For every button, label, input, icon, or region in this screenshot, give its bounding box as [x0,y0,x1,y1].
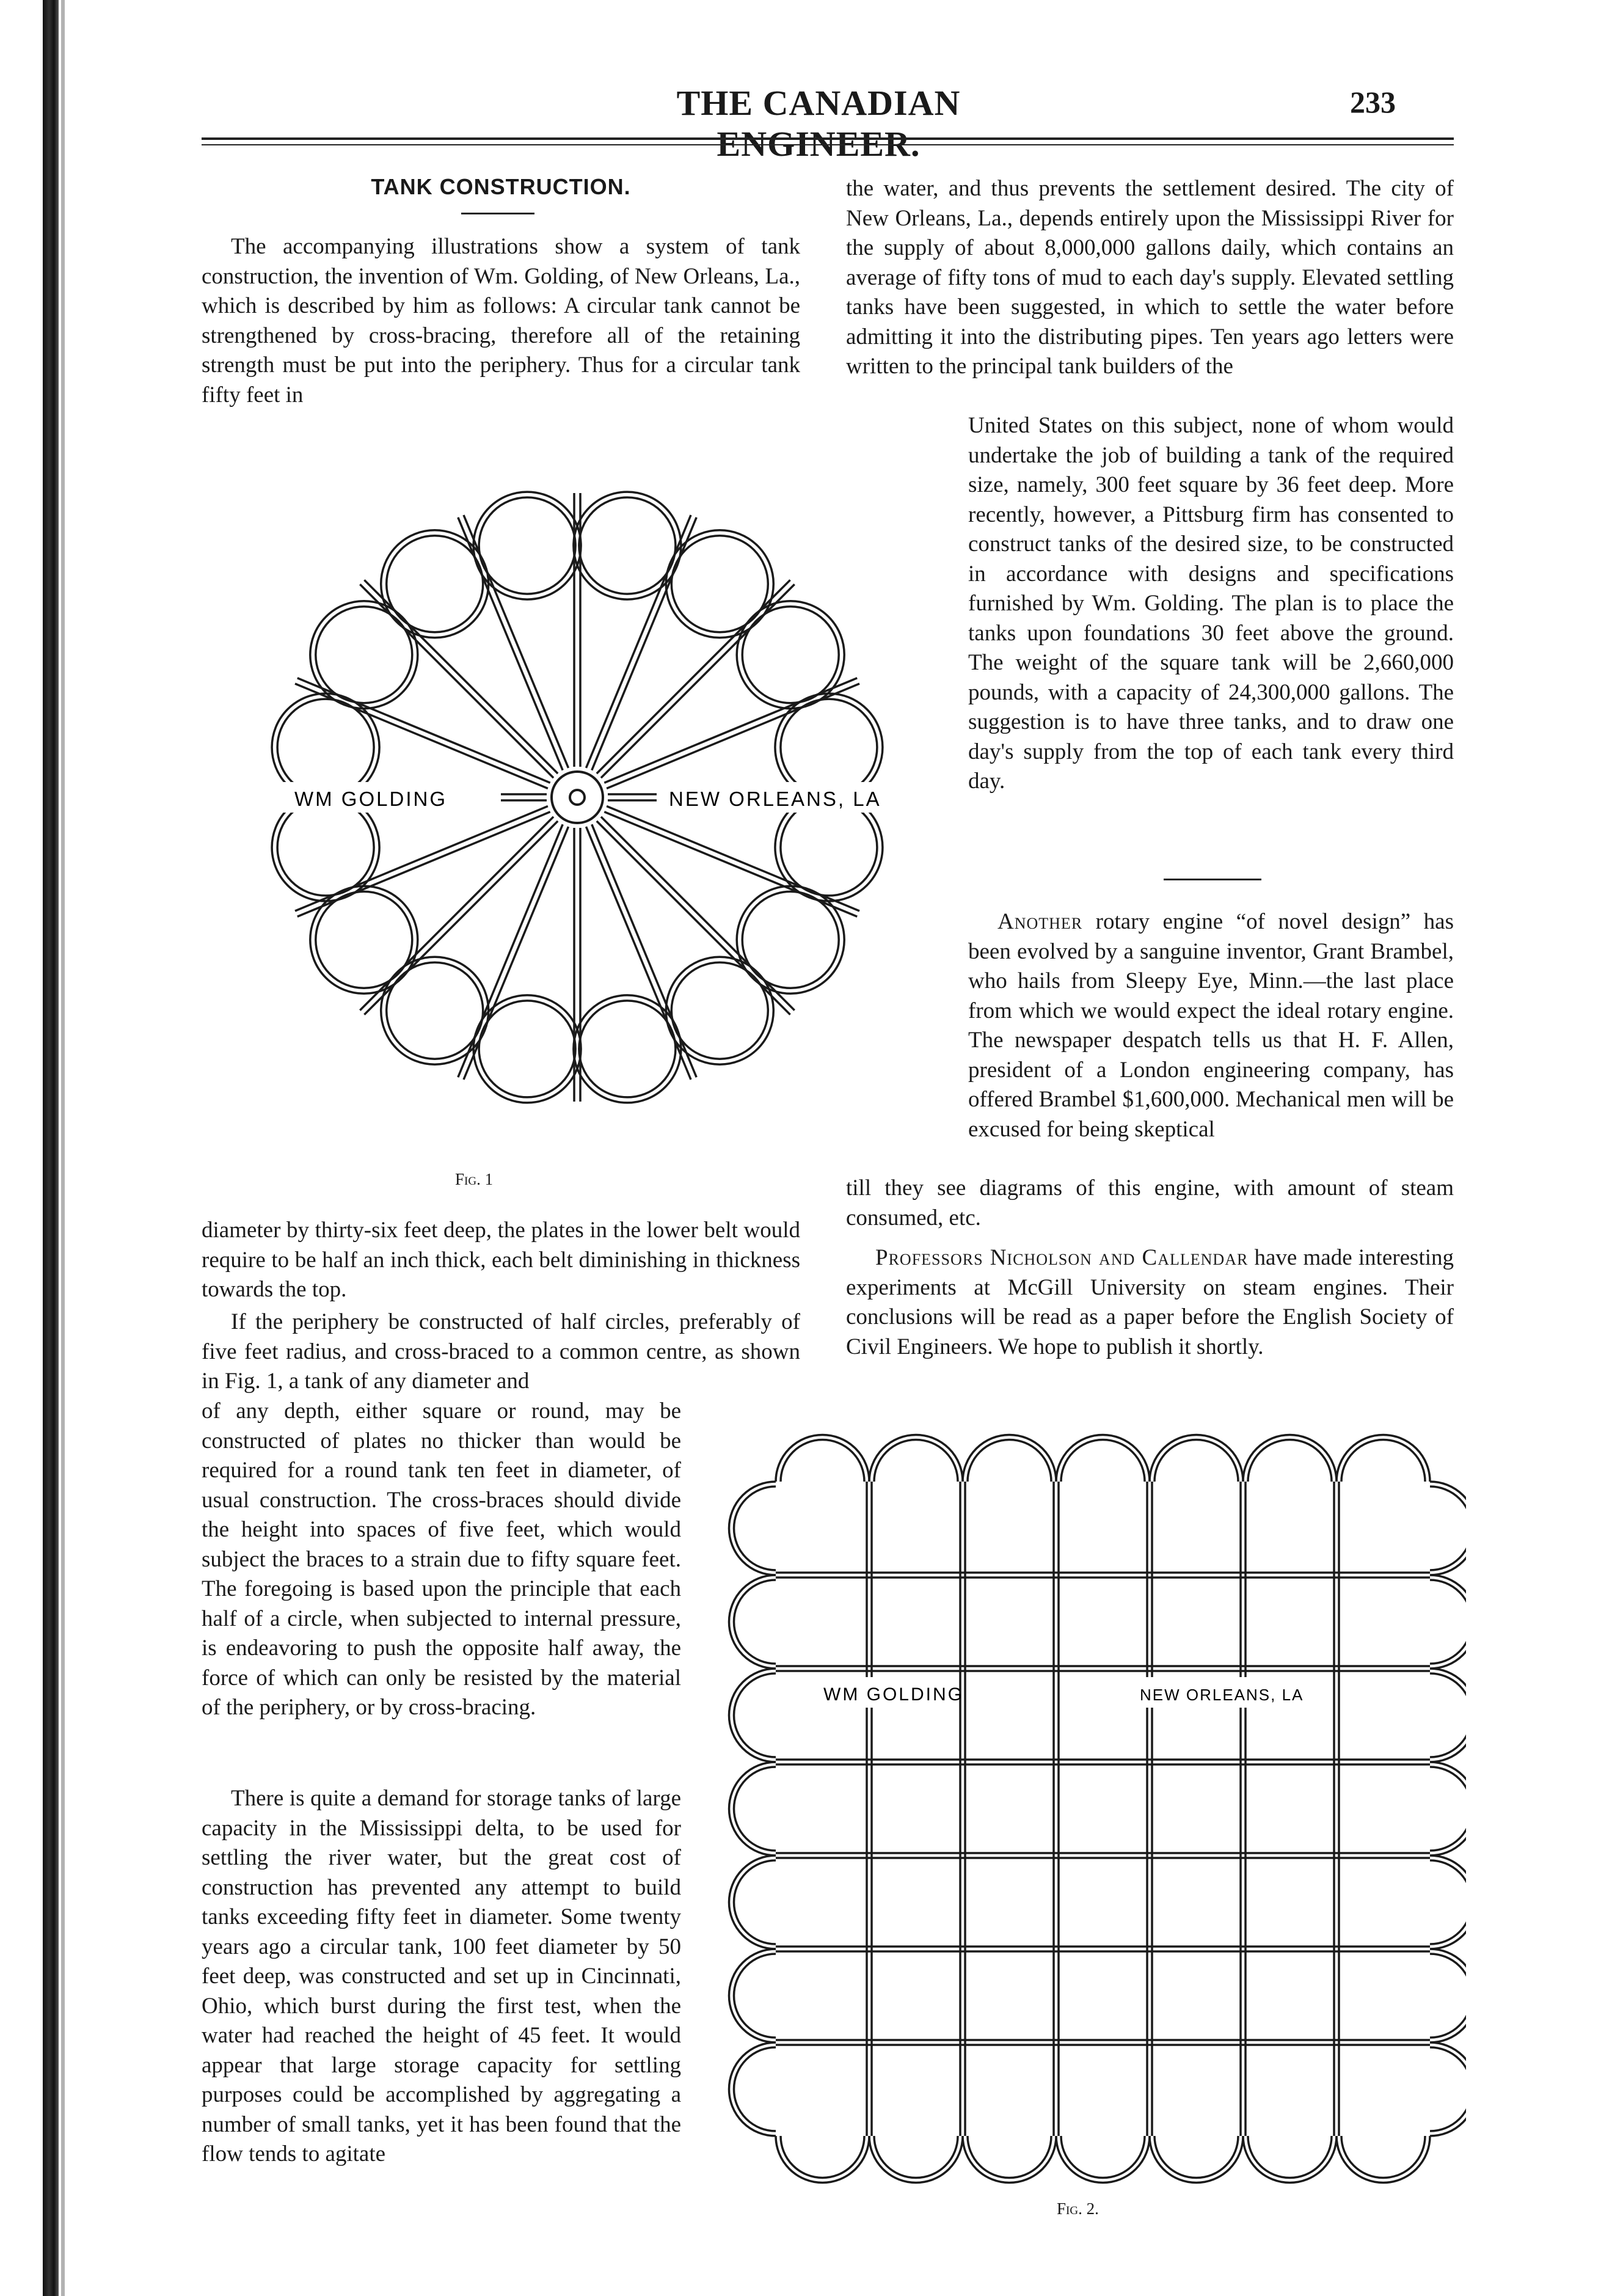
fig1-brace [464,827,569,1080]
fig1-lobe [473,995,581,1103]
fig1-brace [360,817,553,1011]
paragraph: There is quite a demand for storage tanks of large capacity in the Mississippi delta, to be used for settling the river water, but the great cost of construction has prevented any attempt to build tanks exceeding fifty feet in diameter. Some twenty years ago a circular tank, 100 feet diameter by 50 feet deep, was constructed and set up in Cincinnati, Ohio, which burst during the first test, when the water had reached the height of 45 feet. It would appear that large storage capacity for settling purposes could be accomplished by aggregating a number of small tanks, yet it has been found that the flow tends to agitate [202,1786,681,2166]
fig2-lobe [1337,1435,1430,1482]
paragraph-continued: till they see diagrams of this engine, with amount of steam consumed, etc. [846,1175,1454,1230]
fig2-caption: Fig. 2. [1057,2199,1099,2218]
fig1-brace [597,821,790,1015]
binding-shadow [61,0,65,2296]
fig1-brace [592,824,696,1077]
running-head: THE CANADIAN [676,83,961,123]
fig1-brace [607,684,859,789]
fig2-lobe [1430,1575,1466,1669]
fig2-lobe [1056,1435,1150,1482]
fig1-lobe [473,492,581,599]
fig2-lobe [729,1575,776,1669]
fig2-lobe [869,2136,963,2183]
fig2-lobe [1150,2136,1243,2183]
fig1-brace [458,824,563,1077]
fig1-brace [364,580,558,773]
header-rule [202,137,1454,140]
fig2-lobe-inner [1430,1860,1466,1944]
fig1-brace [601,817,795,1011]
fig2-lobe-inner [1430,1954,1466,2038]
fig2-lobe [1430,1482,1466,1575]
fig2-lobe-inner [1430,1580,1466,1664]
fig1-brace [297,812,550,916]
paragraph: The accompanying illustrations show a system of tank construction, the invention of Wm. Golding, of New Orleans, La., which is described by him as follows: A circular tank cannot be strengthened by cross-bracing, therefore all of the retaining strength must be put into the periphery. Thus for a circular tank fifty feet in [202,234,800,408]
fig1-brace [597,580,790,773]
fig2-lobe-inner [1430,1673,1466,1757]
fig1-circular-tank-diagram [208,431,953,1164]
fig1-brace [604,812,857,916]
fig1-brace [297,678,550,783]
fig1-brace [601,584,795,778]
fig2-lobe-inner [1430,1767,1466,1851]
paragraph-continued: the water, and thus prevents the settlement desired. The city of New Orleans, La., depends entirely upon the Mississippi River for the supply of about 8,000,000 gallons daily, which contains an average of fifty tons of mud to each day's supply. Elevated settling tanks have been suggested, in which to settle the water before admitting it into the distributing pipes. Ten years ago letters were written to the principal tank builders of the [846,176,1454,379]
fig1-brace [586,515,691,768]
fig1-brace [295,684,548,789]
fig1-lobe-inner [781,699,877,795]
paragraph-continued: United States on this subject, none of whom would undertake the job of building a tank of the required size, namely, 300 feet square by 36 feet deep. More recently, however, a Pittsburg firm has consented to construct tanks of the desired size, to be constructed in accordance with designs and specifications furnished by Wm. Golding. The plan is to place the tanks upon foundations 30 feet above the ground. The weight of the square tank will be 2,660,000 pounds, with a capacity of 24,300,000 gallons. The suggestion is to have three tanks, and to draw one day's supply from the top of each tank every third day. [968,413,1454,794]
fig1-brace [607,806,859,912]
fig1-lobe-inner [479,497,575,594]
fig2-lobe [869,1435,963,1482]
fig2-label-left: WM GOLDING [823,1684,964,1705]
paragraph: Another rotary engine “of novel design” has been evolved by a sanguine inventor, Grant Brambel, who hails from Sleepy Eye, Minn.—the last place from which we would expect the ideal rotary engine. The newspaper despatch tells us that H. F. Allen, president of a London engineering company, has offered Brambel $1,600,000. Mechanical men will be excused for being skeptical [968,909,1454,1142]
fig2-lobe [963,2136,1056,2183]
fig1-brace [464,515,569,768]
fig2-lobe [776,1435,869,1482]
lead-in: Another [997,909,1083,934]
article-title: TANK CONSTRUCTION. [371,174,631,199]
fig2-lobe [1243,2136,1337,2183]
fig1-brace [364,821,558,1015]
fig2-lobe [1430,2042,1466,2136]
fig1-brace [586,827,691,1080]
fig2-label-right: NEW ORLEANS, LA [1140,1686,1304,1704]
fig1-lobe [574,995,681,1103]
fig1-label-right: NEW ORLEANS, LA [669,788,881,810]
fig1-lobe-inner [579,1001,676,1097]
fig2-lobe [729,2042,776,2136]
fig2-lobe [776,2136,869,2183]
fig1-lobe-inner [781,799,877,896]
fig1-lobe-inner [277,799,374,896]
fig2-lobe [963,1435,1056,1482]
fig2-lobe [729,1762,776,1855]
section-rule [1164,879,1261,880]
lead-in: Professors Nicholson and Callendar [875,1245,1249,1270]
fig1-brace [295,806,548,912]
fig2-lobe [1430,1762,1466,1855]
title-rule [461,213,534,214]
fig2-lobe [1430,1855,1466,1949]
fig1-brace [592,517,696,770]
paragraph: Professors Nicholson and Callendar have made interesting experiments at McGill University on steam engines. Their conclusions will be read as a paper before the English Society of Civil Engineers. We hope to publish it shortly. [846,1245,1454,1359]
paragraph-continued: of any depth, either square or round, may be constructed of plates no thicker than would be required for a round tank ten feet in diameter, of usual construction. The cross-braces should divide the height into spaces of five feet, which would subject the braces to a strain due to fifty square feet. The foregoing is based upon the principle that each half of a circle, when subjected to internal pressure, is endeavoring to push the opposite half away, the force of which can only be resisted by the material of the periphery, or by cross-bracing. [202,1398,681,1720]
fig2-lobe [1430,1949,1466,2042]
fig2-lobe [1243,1435,1337,1482]
fig1-caption: Fig. 1 [455,1170,494,1188]
fig2-lobe [729,1949,776,2042]
fig1-brace [458,517,563,770]
fig1-lobe-inner [579,497,676,594]
fig1-brace [360,584,553,778]
fig2-lobe [1150,1435,1243,1482]
paragraph-continued: diameter by thirty-six feet deep, the plates in the lower belt would require to be half an inch thick, each belt diminishing in thickness towards the top. [202,1218,800,1302]
fig2-lobe [1430,1669,1466,1762]
page-number: 233 [1350,85,1396,119]
fig2-lobe [1337,2136,1430,2183]
fig1-brace [604,678,857,783]
paragraph: If the periphery be constructed of half circles, preferably of five feet radius, and cross-braced to a common centre, as shown in Fig. 1, a tank of any diameter and [202,1309,800,1394]
fig2-lobe [1056,2136,1150,2182]
fig1-lobe [574,492,681,599]
fig1-label-left: WM GOLDING [294,788,447,810]
fig1-lobe-inner [277,699,374,795]
fig2-lobe [729,1482,776,1575]
binding-edge [43,0,59,2296]
fig1-lobe-inner [479,1001,575,1097]
fig2-lobe [729,1855,776,1949]
fig2-lobe-inner [1430,1486,1466,1570]
fig2-square-tank-diagram [709,1414,1466,2184]
fig2-lobe [729,1669,776,1762]
header-rule-thin [202,144,1454,145]
fig2-lobe-inner [1430,2047,1466,2131]
